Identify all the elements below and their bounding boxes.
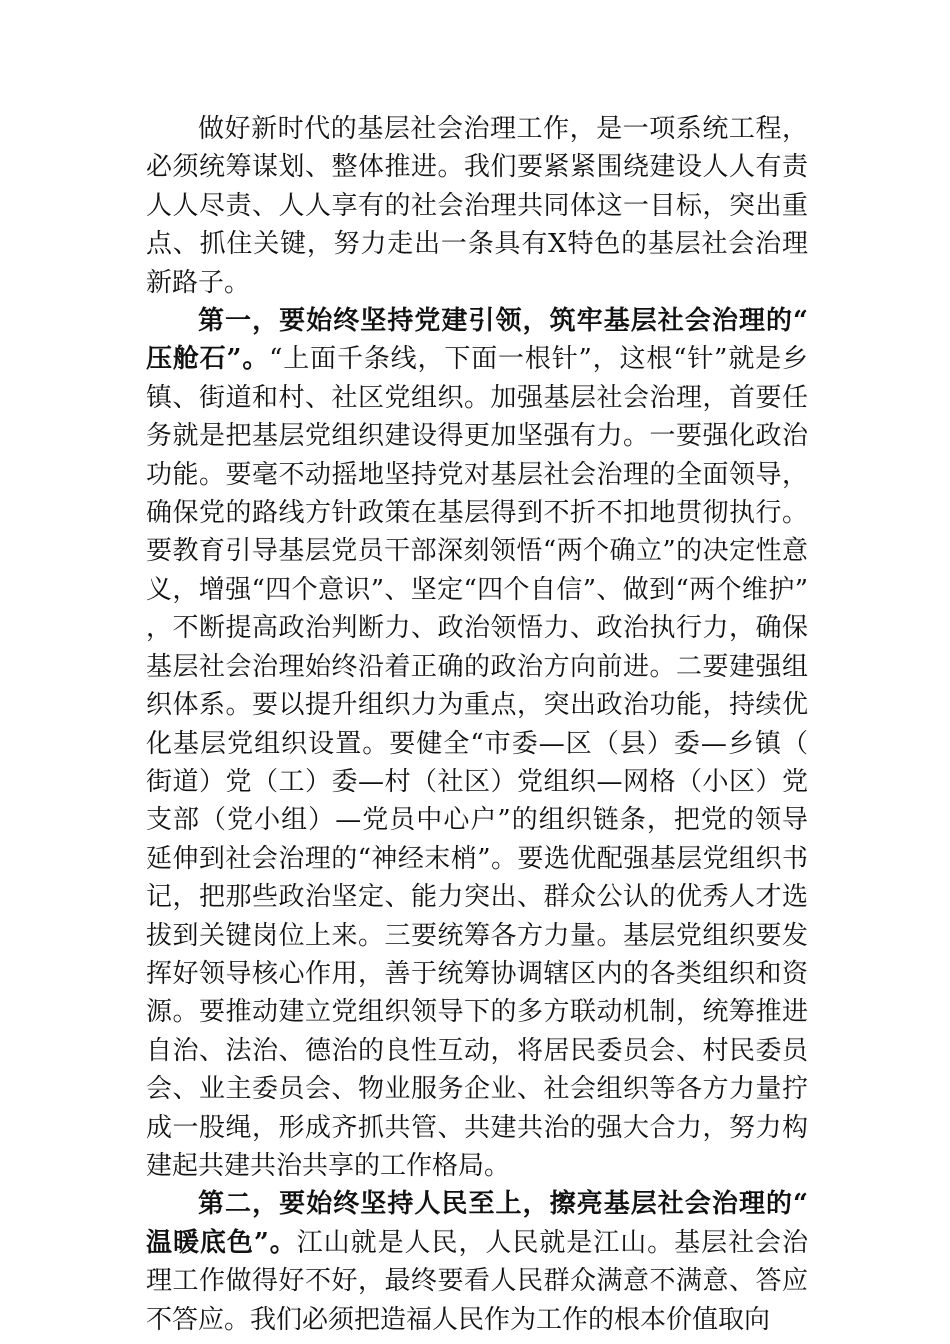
paragraph-text: 做好新时代的基层社会治理工作，是一项系统工程，必须统筹谋划、整体推进。我们要紧紧围绕建设人人有责人人尽责、人人享有的社会治理共同体这一目标，突出重点、抓住关键，努力走出一条具有X特色的基层社会治理新路子。: [146, 114, 808, 298]
document-page: [146, 110, 808, 1339]
paragraph-text: 江山就是人民，人民就是江山。基层社会治理工作做得好不好，最终要看人民群众满意不满意、答应不答应。我们必须把造福人民作为工作的根本价值取向: [146, 1227, 808, 1335]
paragraph-second-point: [146, 1185, 808, 1339]
paragraph-text: “上面千条线，下面一根针”，这根“针”就是乡镇、街道和村、社区党组织。加强基层社会治理，首要任务就是把基层党组织建设得更加坚强有力。一要强化政治功能。要毫不动摇地坚持党对基层社会治理的全面领导，确保党的路线方针政策在基层得到不折不扣地贯彻执行。要教育引导基层党员干部深刻领悟“两个确立”的决定性意义，增强“四个意识”、坚定“四个自信”、做到“两个维护”，不断提高政治判断力、政治领悟力、政治执行力，确保基层社会治理始终沿着正确的政治方向前进。二要建强组织体系。要以提升组织力为重点，突出政治功能，持续优化基层党组织设置。要健全“市委—区（县）委—乡镇（街道）党（工）委—村（社区）党组织—网格（小区）党支部（党小组）—党员中心户”的组织链条，把党的领导延伸到社会治理的“神经末梢”。要选优配强基层党组织书记，把那些政治坚定、能力突出、群众公认的优秀人才选拔到关键岗位上来。三要统筹各方力量。基层党组织要发挥好领导核心作用，善于统筹协调辖区内的各类组织和资源。要推动建立党组织领导下的多方联动机制，统筹推进自治、法治、德治的良性互动，将居民委员会、村民委员会、业主委员会、物业服务企业、社会组织等各方力量拧成一股绳，形成齐抓共管、共建共治的强大合力，努力构建起共建共治共享的工作格局。: [146, 344, 808, 1181]
paragraph-heading: 第二，要始终坚持人民至上，擦亮基层社会治理的“温暖底色”。: [146, 1189, 808, 1258]
paragraph-first-point: [146, 302, 808, 1185]
paragraph-heading: 第一，要始终坚持党建引领，筑牢基层社会治理的“压舱石”。: [146, 306, 808, 375]
paragraph-intro: [146, 110, 808, 302]
